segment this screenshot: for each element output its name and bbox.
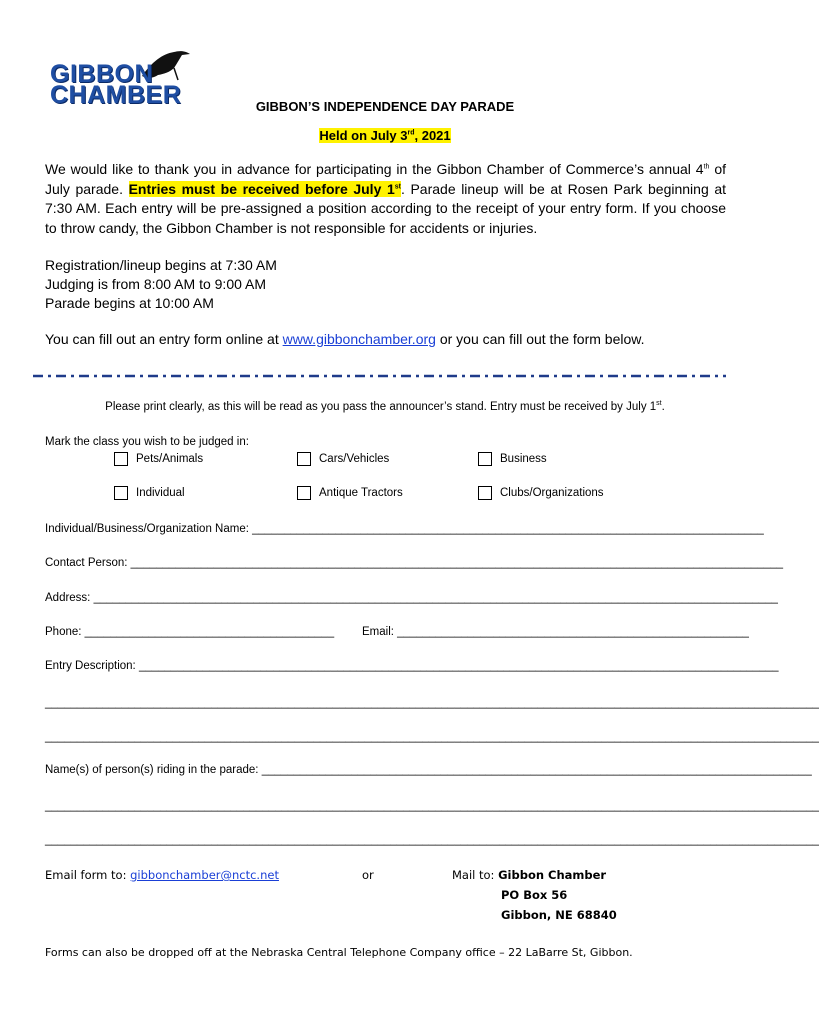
schedule-registration: Registration/lineup begins at 7:30 AM [45,257,277,273]
class-checkbox-individual[interactable] [114,486,185,500]
class-checkbox-clubs[interactable] [478,486,604,500]
deadline-sup: st [394,182,401,190]
checkbox-label: Pets/Animals [136,453,204,465]
class-checkbox-cars[interactable] [297,452,389,466]
field-label: Name(s) of person(s) riding in the parade: [45,764,262,776]
entry-description-field[interactable]: Entry Description: ____________________________________________________________________________________________________ [45,660,779,672]
checkbox-icon[interactable] [114,486,128,500]
print-note-sup: st [656,400,662,408]
field-label: Individual/Business/Organization Name: [45,523,253,535]
phone-field[interactable]: Phone: _______________________________________ [45,626,335,638]
intro-text-1: We would like to thank you in advance for participating in the Gibbon Chamber of Commerce’s annual 4 [45,161,704,177]
field-label: Address: [45,592,94,604]
email-form-to [45,868,279,882]
entry-description-line[interactable]: _________________________________________________________________________________________________________________________ [45,731,819,743]
deadline-highlight [129,181,401,197]
page-title: GIBBON’S INDEPENDENCE DAY PARADE [255,99,515,114]
checkbox-label: Cars/Vehicles [319,453,390,465]
class-selection-label: Mark the class you wish to be judged in: [45,436,249,448]
class-checkbox-antique-tractors[interactable] [297,486,403,500]
intro-paragraph [45,160,726,238]
event-date-suffix: , 2021 [414,128,451,143]
class-checkbox-business[interactable] [478,452,547,466]
mail-label: Mail to: [452,868,499,882]
field-label: Phone: [45,626,85,638]
entry-description-line[interactable]: _________________________________________________________________________________________________________________________ [45,697,819,709]
checkbox-label: Business [500,453,547,465]
website-link[interactable]: www.gibbonchamber.org [282,331,436,347]
intro-sup-1: th [703,163,710,171]
print-note-end: . [661,401,665,413]
checkbox-label: Antique Tractors [319,487,403,499]
checkbox-label: Individual [136,487,185,499]
online-entry-note [45,331,645,347]
checkbox-icon[interactable] [297,452,311,466]
address-field[interactable]: Address: ___________________________________________________________________________________________________________ [45,592,778,604]
checkbox-label: Clubs/Organizations [500,487,604,499]
checkbox-icon[interactable] [478,452,492,466]
email-link[interactable]: gibbonchamber@nctc.net [130,868,279,882]
schedule-parade: Parade begins at 10:00 AM [45,295,214,311]
email-label: Email form to: [45,868,131,882]
online-text-after: or you can fill out the form below. [435,331,645,347]
field-label: Contact Person: [45,557,131,569]
mail-city: Gibbon, NE 68840 [501,908,617,922]
field-label: Entry Description: [45,660,139,672]
schedule-judging: Judging is from 8:00 AM to 9:00 AM [45,276,267,292]
mail-name: Gibbon Chamber [498,868,607,882]
email-field[interactable]: Email: _______________________________________________________ [362,626,749,638]
or-text: or [362,868,374,882]
mail-po-box: PO Box 56 [501,888,568,902]
checkbox-icon[interactable] [114,452,128,466]
riders-field[interactable]: Name(s) of person(s) riding in the parade: ______________________________________________________________________________________ [45,764,812,776]
logo-line-1: GIBBON [50,60,153,88]
online-text-before: You can fill out an entry form online at [45,331,283,347]
checkbox-icon[interactable] [478,486,492,500]
print-note-text: Please print clearly, as this will be read as you pass the announcer’s stand. Entry must be received by July 1 [105,401,657,413]
intro-text-2: . Parade lineup will be at Rosen Park beginning at 7:30 AM. Each entry will be pre-assigned a position according to the receipt of your entry form. If you choose to throw candy, the Gibbon Chamber is not responsible for accidents or injuries. [45,180,727,236]
field-label: Email: [362,626,398,638]
event-date-prefix: Held on July 3 [319,128,408,143]
mail-to [452,868,606,882]
cut-line-divider [33,374,726,378]
class-checkbox-pets[interactable] [114,452,203,466]
schedule [45,256,277,313]
riders-line[interactable]: _________________________________________________________________________________________________________________________ [45,800,819,812]
deadline-text: Entries must be received before July 1 [128,180,395,197]
event-date-sup: rd [407,129,415,137]
contact-person-field[interactable]: Contact Person: ______________________________________________________________________________________________________ [45,557,784,569]
organization-name-field[interactable]: Individual/Business/Organization Name: ________________________________________________________________________________ [45,523,764,535]
intro-text-1b: of July parade. [45,161,726,197]
checkbox-icon[interactable] [297,486,311,500]
dropoff-note: Forms can also be dropped off at the Nebraska Central Telephone Company office – 22 LaBarre St, Gibbon. [45,946,633,959]
print-clearly-note [0,401,770,413]
riders-line[interactable]: _________________________________________________________________________________________________________________________ [45,834,819,846]
logo-line-2: CHAMBER [50,81,182,109]
event-date [0,128,770,143]
